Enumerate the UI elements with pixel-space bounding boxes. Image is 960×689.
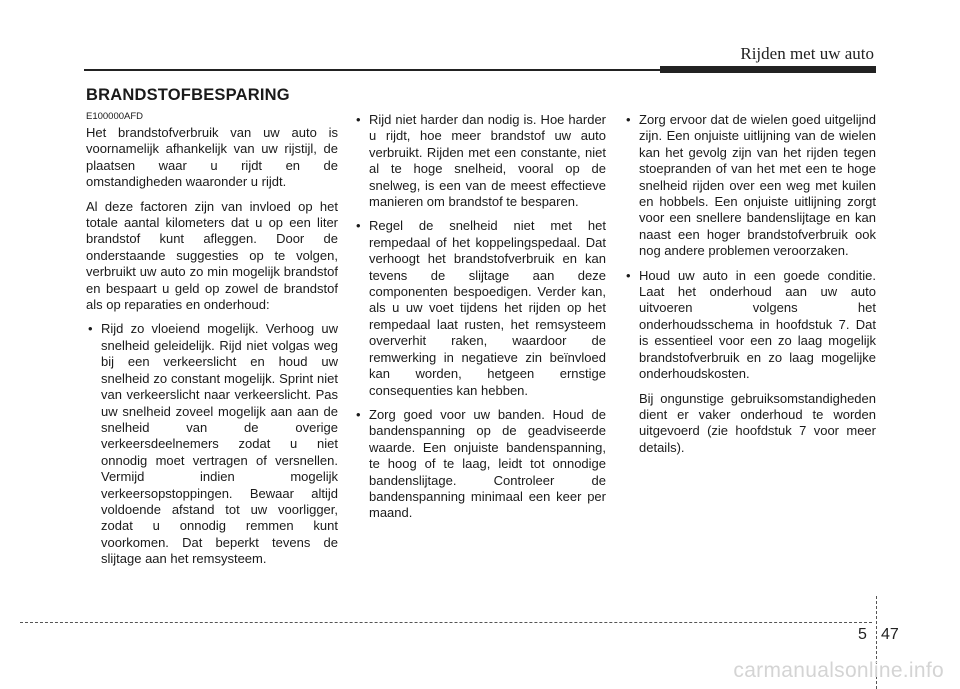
list-item	[624, 268, 876, 456]
bullet-icon: •	[626, 267, 631, 283]
section-code: E100000AFD	[86, 111, 144, 122]
text-column-3	[624, 112, 876, 464]
bullet-icon: •	[356, 218, 361, 234]
list-item-followup: Bij ongunstige gebruiksomstandigheden dient er vaker onderhoud te worden uitgevoerd (zie hoofdstuk 7 voor meer details).	[639, 390, 876, 455]
page-header-title: Rijden met uw auto	[740, 44, 874, 63]
bullet-icon: •	[88, 321, 93, 337]
bullet-list	[354, 112, 606, 522]
bullet-list	[86, 321, 338, 567]
page-number: 47	[881, 626, 899, 643]
text-column-2	[354, 112, 606, 530]
list-item	[354, 112, 606, 210]
header-rule-thick	[660, 66, 876, 73]
text-column-1	[86, 110, 338, 576]
bullet-icon: •	[356, 112, 361, 127]
list-item-text: Zorg ervoor dat de wielen goed uitgelijnd zijn. Een onjuiste uitlijning van de wielen kan het gevolg zijn van het rijden tegen stoepranden of van het met een te hoge snelheid rijden over een weg met kuilen en hobbels. Een onjuiste uitlijning zorgt voor een snellere bandenslijtage en kan naast een hoger brandstofverbruik ook nog andere problemen veroorzaken.	[639, 112, 876, 259]
watermark: carmanualsonline.info	[733, 659, 944, 682]
paragraph: Al deze factoren zijn van invloed op het totale aantal kilometers dat u op een liter brandstof kunt afleggen. Door de onderstaande suggesties op te volgen, verbruikt uw auto zo min mogelijk brandstof en bespaart u geld op zowel de brandstof als op reparaties en onderhoud:	[86, 198, 338, 313]
bullet-icon: •	[626, 112, 631, 127]
list-item	[354, 407, 606, 522]
list-item-text: Regel de snelheid niet met het rempedaal of het koppelingspedaal. Dat verhoogt het brandstofverbruik en kan tevens de slijtage aan deze componenten bespoedigen. Verder kan, als u uw voet tijdens het rijden op het rempedaal laat rusten, het remsysteem oververhit raken, waardoor de remwerking in negatieve zin beïnvloed kan worden, hetgeen ernstige consequenties kan hebben.	[369, 218, 606, 398]
list-item-text: Rijd zo vloeiend mogelijk. Verhoog uw snelheid geleidelijk. Rijd niet volgas weg bij een verkeerslicht en houd uw snelheid zo constant mogelijk. Sprint niet van verkeerslicht naar verkeerslicht. Pas uw snelheid zoveel mogelijk aan aan de snelheid van de overige verkeersdeelnemers zodat u niet onnodig moet vertragen of versnellen. Vermijd indien mogelijk verkeersopstoppingen. Bewaar altijd voldoende afstand tot uw voorligger, zodat u onnodig remmen kunt voorkomen. Dat beperkt tevens de slijtage aan het remsysteem.	[101, 321, 338, 567]
bullet-list	[624, 112, 876, 456]
footer-rule	[20, 622, 872, 623]
header-rule-thin	[84, 69, 688, 71]
list-item-text: Rijd niet harder dan nodig is. Hoe harder u rijdt, hoe meer brandstof uw auto verbruikt. Rijden met een constante, niet al te hoge snelheid, vooral op de snelweg, is een van de meest effectieve manieren om brandstof te besparen.	[369, 112, 606, 210]
section-heading: BRANDSTOFBESPARING	[86, 86, 290, 104]
list-item	[86, 321, 338, 567]
list-item	[624, 112, 876, 260]
bullet-icon: •	[356, 406, 361, 422]
list-item-text: Houd uw auto in een goede conditie. Laat het onderhoud aan uw auto uitvoeren volgens het onderhoudsschema in hoofdstuk 7. Dat is essentieel voor een zo laag mogelijk brandstofverbruik en zo laag mogelijke onderhoudskosten.	[639, 267, 876, 382]
list-item-text: Zorg goed voor uw banden. Houd de bandenspanning op de geadviseerde waarde. Een onjuiste bandenspanning, te hoog of te laag, leidt tot onnodige bandenslijtage. Controleer de bandenspanning minimaal een keer per maand.	[369, 406, 606, 521]
paragraph: Het brandstofverbruik van uw auto is voornamelijk afhankelijk van uw rijstijl, de plaatsen waar u rijdt en de omstandigheden waaronder u rijdt.	[86, 125, 338, 190]
chapter-number: 5	[858, 626, 867, 643]
list-item	[354, 218, 606, 398]
